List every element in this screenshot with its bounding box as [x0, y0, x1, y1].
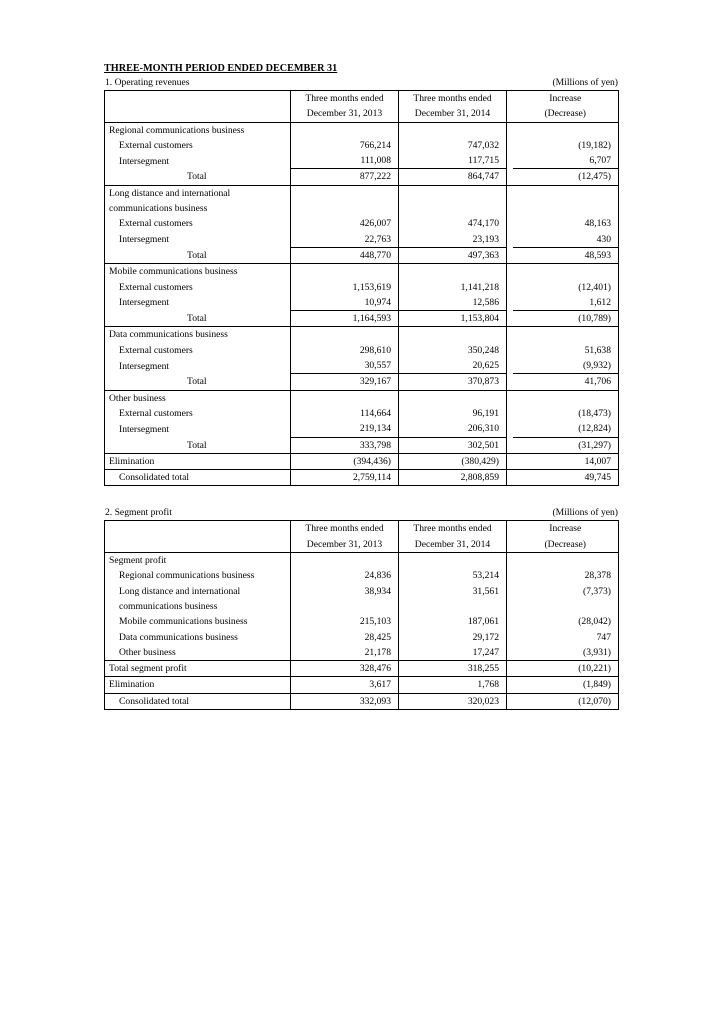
row-label: External customers [105, 406, 291, 421]
row-label: External customers [105, 343, 291, 358]
col-2014-header: Three months ended [399, 91, 507, 107]
row-label: Total [105, 247, 291, 263]
value-change: (18,473) [513, 406, 619, 421]
value-2014: 187,061 [399, 614, 507, 629]
segment-name: Long distance and international [105, 185, 291, 201]
value-2014: 20,625 [399, 358, 507, 374]
col-2013-header: December 31, 2013 [291, 537, 399, 553]
value-change: 28,378 [513, 568, 619, 583]
segment-name: Mobile communications business [105, 264, 291, 280]
row-label: Total [105, 311, 291, 327]
value-change: (9,932) [513, 358, 619, 374]
value-2013: 766,214 [291, 138, 399, 153]
value-change: (7,373) [513, 584, 619, 599]
table-row [105, 216, 619, 231]
value-2014: 29,172 [399, 630, 507, 645]
consolidated-row [105, 470, 619, 486]
value-2013: 1,164,593 [291, 311, 399, 327]
row-label: Intersegment [105, 232, 291, 248]
value-change: 49,745 [513, 470, 619, 486]
value-change: 430 [513, 232, 619, 248]
value-2014: 497,363 [399, 247, 507, 263]
row-label: Total [105, 437, 291, 453]
value-2013: 426,007 [291, 216, 399, 231]
table-row [105, 568, 619, 583]
value-2014: 320,023 [399, 693, 507, 709]
table-row [105, 358, 619, 374]
col-change-header: Increase [513, 521, 619, 537]
value-2014: 1,153,804 [399, 311, 507, 327]
page-heading: THREE-MONTH PERIOD ENDED DECEMBER 31 [104, 63, 338, 74]
value-2014: 17,247 [399, 645, 507, 661]
value-2014: 96,191 [399, 406, 507, 421]
table-header-row [105, 537, 619, 553]
segment-name: communications business [105, 201, 291, 216]
table-row [105, 645, 619, 661]
row-label: Total [105, 169, 291, 185]
value-change: (31,297) [513, 437, 619, 453]
table-row [105, 280, 619, 295]
value-2013: 21,178 [291, 645, 399, 661]
elimination-row [105, 453, 619, 469]
row-label: Regional communications business [105, 568, 291, 583]
row-label: Other business [105, 645, 291, 661]
row-label: Elimination [105, 453, 291, 469]
value-2013: 22,763 [291, 232, 399, 248]
value-2014: 53,214 [399, 568, 507, 583]
consolidated-row [105, 693, 619, 709]
value-change: 48,163 [513, 216, 619, 231]
row-label: External customers [105, 280, 291, 295]
value-change: 1,612 [513, 295, 619, 311]
value-change: 747 [513, 630, 619, 645]
value-2013: 10,974 [291, 295, 399, 311]
profit-section-title: 2. Segment profit [105, 507, 172, 519]
row-label: communications business [105, 599, 291, 614]
value-2013: 448,770 [291, 247, 399, 263]
value-2013: 332,093 [291, 693, 399, 709]
row-label: External customers [105, 216, 291, 231]
segment-name: Data communications business [105, 327, 291, 343]
segment-name-row [105, 327, 619, 343]
row-label: Intersegment [105, 358, 291, 374]
value-change: 6,707 [513, 153, 619, 169]
segment-name-row [105, 122, 619, 138]
table-header-row [105, 521, 619, 537]
group-label: Segment profit [105, 553, 291, 569]
value-2014: 474,170 [399, 216, 507, 231]
row-label: Intersegment [105, 153, 291, 169]
value-2013: 298,610 [291, 343, 399, 358]
value-2014: 1,141,218 [399, 280, 507, 295]
table-row [105, 406, 619, 421]
col-2013-header: Three months ended [291, 521, 399, 537]
total-row [105, 247, 619, 263]
value-2013: 38,934 [291, 584, 399, 599]
value-change: (12,475) [513, 169, 619, 185]
value-2013: 24,836 [291, 568, 399, 583]
segment-name-row [105, 201, 619, 216]
row-label: Total segment profit [105, 661, 291, 677]
value-2014: 318,255 [399, 661, 507, 677]
total-row [105, 374, 619, 390]
value-2013: 28,425 [291, 630, 399, 645]
value-change: 51,638 [513, 343, 619, 358]
value-2014: 12,586 [399, 295, 507, 311]
value-change: (28,042) [513, 614, 619, 629]
total-row [105, 169, 619, 185]
segment-name: Other business [105, 390, 291, 406]
row-label: Long distance and international [105, 584, 291, 599]
col-change-header: (Decrease) [513, 537, 619, 553]
value-2014: (380,429) [399, 453, 507, 469]
value-2013: 215,103 [291, 614, 399, 629]
segment-profit-table [104, 520, 619, 710]
value-2014: 117,715 [399, 153, 507, 169]
value-change: 41,706 [513, 374, 619, 390]
value-2013: 328,476 [291, 661, 399, 677]
row-label: Mobile communications business [105, 614, 291, 629]
operating-revenues-table [104, 90, 619, 486]
table-header-row [105, 91, 619, 107]
col-2013-header: Three months ended [291, 91, 399, 107]
value-2013: 333,798 [291, 437, 399, 453]
value-change: (12,824) [513, 421, 619, 437]
row-label: Intersegment [105, 295, 291, 311]
total-row [105, 311, 619, 327]
segment-name: Regional communications business [105, 122, 291, 138]
value-2014: 31,561 [399, 584, 507, 599]
value-change: (10,789) [513, 311, 619, 327]
value-2014: 206,310 [399, 421, 507, 437]
col-change-header: (Decrease) [513, 106, 619, 122]
value-2014: 864,747 [399, 169, 507, 185]
unit-note: (Millions of yen) [552, 77, 618, 88]
unit-note: (Millions of yen) [552, 507, 618, 519]
value-2014: 2,808,859 [399, 470, 507, 486]
table-row [105, 295, 619, 311]
value-2014: 302,501 [399, 437, 507, 453]
row-label: Total [105, 374, 291, 390]
row-label: Consolidated total [105, 693, 291, 709]
row-label: External customers [105, 138, 291, 153]
value-change: (19,182) [513, 138, 619, 153]
table-row [105, 584, 619, 599]
row-label: Intersegment [105, 421, 291, 437]
row-label: Elimination [105, 677, 291, 693]
value-2013: (394,436) [291, 453, 399, 469]
value-2013: 329,167 [291, 374, 399, 390]
value-change: 14,007 [513, 453, 619, 469]
value-2013: 2,759,114 [291, 470, 399, 486]
document-page [104, 62, 618, 710]
value-2014: 350,248 [399, 343, 507, 358]
table-row [105, 232, 619, 248]
table-row [105, 138, 619, 153]
value-change: (10,221) [513, 661, 619, 677]
table-header-row [105, 106, 619, 122]
table-row [105, 153, 619, 169]
value-2013: 877,222 [291, 169, 399, 185]
group-label-row [105, 553, 619, 569]
segment-name-row [105, 185, 619, 201]
value-2013: 30,557 [291, 358, 399, 374]
table-row [105, 599, 619, 614]
operating-section-title: 1. Operating revenues [105, 77, 190, 88]
operating-section-header [104, 76, 618, 90]
value-2013: 1,153,619 [291, 280, 399, 295]
row-label: Data communications business [105, 630, 291, 645]
value-change: 48,593 [513, 247, 619, 263]
profit-section-header [104, 506, 618, 520]
total-row [105, 661, 619, 677]
col-2014-header: December 31, 2014 [399, 537, 507, 553]
value-2014: 747,032 [399, 138, 507, 153]
value-2013: 219,134 [291, 421, 399, 437]
row-label: Consolidated total [105, 470, 291, 486]
elimination-row [105, 677, 619, 693]
col-2014-header: Three months ended [399, 521, 507, 537]
total-row [105, 437, 619, 453]
value-change: (1,849) [513, 677, 619, 693]
value-2014: 370,873 [399, 374, 507, 390]
value-change: (3,931) [513, 645, 619, 661]
segment-name-row [105, 390, 619, 406]
table-row [105, 630, 619, 645]
col-change-header: Increase [513, 91, 619, 107]
segment-name-row [105, 264, 619, 280]
value-change: (12,401) [513, 280, 619, 295]
value-2013: 3,617 [291, 677, 399, 693]
table-row [105, 421, 619, 437]
value-2013: 111,008 [291, 153, 399, 169]
table-row [105, 614, 619, 629]
value-change: (12,070) [513, 693, 619, 709]
value-2014: 23,193 [399, 232, 507, 248]
value-2013: 114,664 [291, 406, 399, 421]
table-row [105, 343, 619, 358]
col-2014-header: December 31, 2014 [399, 106, 507, 122]
col-2013-header: December 31, 2013 [291, 106, 399, 122]
value-2014: 1,768 [399, 677, 507, 693]
